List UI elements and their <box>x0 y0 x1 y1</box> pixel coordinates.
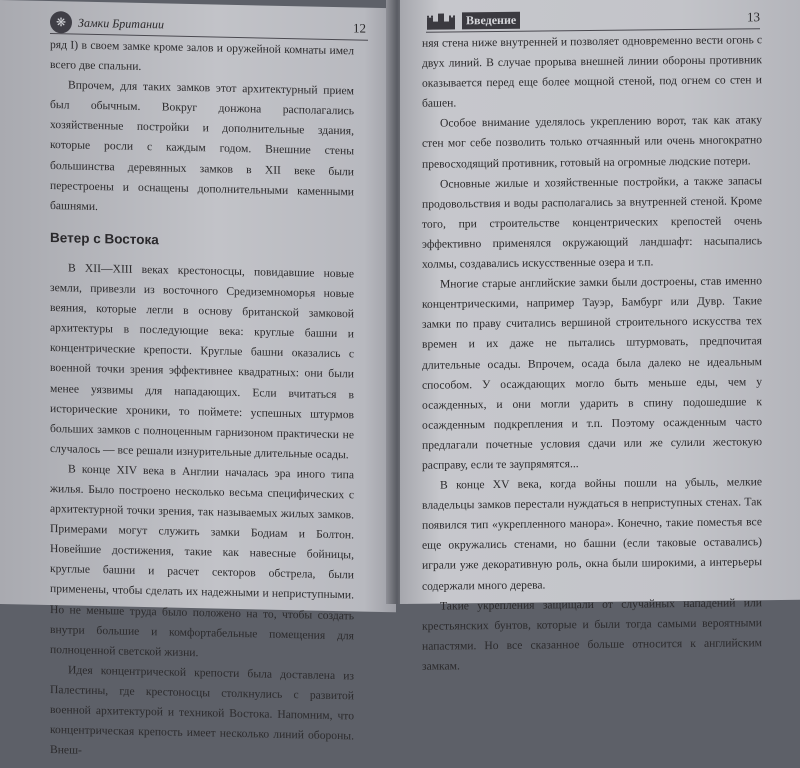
left-paragraph: В конце XIV века в Англии началась эра иного типа жилья. Было построено несколько весьма специфических с архитектурной точки зрения, так называемых жилых замков. Примерами могут служить замки Бодиам и Болтон. Новейшие достижения, такие как навесные бойницы, круглые башни и расчет секторов обстрела, были применены, чтобы сделать их надежными и неприступными. Но не меньше труда было положено на то, чтобы создать внутри большие и комфортабельные помещения для полноценной светской жизни. <box>50 462 354 659</box>
section-heading: Ветер с Востока <box>50 229 159 248</box>
right-paragraph: В конце XV века, когда войны пошли на убыль, мелкие владельцы замков перестали нуждаться в неприступных стенах. Так появился тип «укрепленного манора». Конечно, такие поместья все еще окружались стенами, но башни (если таковые оставались) играли уже декоративную роль, окна были широкими, а интерьеры содержали много дерева. <box>422 475 762 593</box>
right-paragraph: Особое внимание уделялось укреплению ворот, так как атаку стен мог себе позволить только отчаянный или очень многократно превосходящий противник, готовый на огромные людские потери. <box>422 113 762 171</box>
left-paragraph: Идея концентрической крепости была доставлена из Палестины, где крестоносцы столкнулись с развитой военной архитектурой и техникой Востока. Напомним, что концентрическая крепость имеет несколько линий обороны. Внеш- <box>50 663 354 757</box>
left-paragraph: ряд I) в своем замке кроме залов и оружейной комнаты имел всего две спальни. <box>50 38 354 74</box>
left-page-number: 12 <box>353 20 366 36</box>
right-paragraph: няя стена ниже внутренней и позволяет одновременно вести огонь с двух линий. В случае прорыва внешней линии обороны противник оказывается перед еще более мощной стеной, под огнем со стен и башен. <box>422 33 762 111</box>
right-paragraph: Многие старые английские замки были достроены, став именно концентрическими, например Тауэр, Бамбург или Дувр. Такие замки по праву считались вершиной строительного искусства тех времен и их даже не пытались штурмовать, предпочитая длительные осады. Впрочем, осада была далеко не идеальным способом. У осаждающих могло быть меньше еды, чем у осажденных, и они могли ударить в спину подошедшие к осажденным подкрепления и т.п. Поэтому осажденным часто предлагали почетные условия сдачи или же сулили жестокую расправу, если те заупрямятся... <box>422 274 762 472</box>
left-page <box>0 0 396 757</box>
right-running-title: Введение <box>462 11 520 29</box>
right-body-text <box>422 30 762 677</box>
left-running-title: Замки Британии <box>78 15 165 31</box>
left-paragraph: В XII—XIII веках крестоносцы, повидавшие новые земли, привезли из восточного Средиземноморья новые веяния, которые легли в основу британской замковой архитектуры в последующие века: круглые башни и концентрические крепости. Круглые башни оказались с военной точки зрения эффективнее квадратных: они были менее уязвимы для нападающих. Если вчитаться в исторические хроники, то поймете: успешных штурмов больших замков с полноценным гарнизоном практически не случалось — все решали изнурительные длительные осады. <box>50 261 354 462</box>
right-page <box>400 0 800 673</box>
right-page-number: 13 <box>747 9 760 25</box>
left-paragraph: Впрочем, для таких замков этот архитектурный прием был обычным. Вокруг донжона располагались хозяйственные постройки и дополнительные здания, которые росли с каждым годом. Внешние стены большинства деревянных замков в XII веке были перестроены и оснащены дополнительными каменными башнями. <box>50 78 354 213</box>
round-emblem-icon: ❋ <box>50 11 72 33</box>
left-body-text <box>50 35 354 767</box>
right-paragraph: Основные жилые и хозяйственные постройки, а также запасы продовольствия и воды располагались за внутренней стеной. Кроме того, при строительстве концентрических крепостей очень эффективно применялся окружающий ландшафт: насыпались холмы, создавались искусственные озера и т.п. <box>422 173 762 271</box>
right-paragraph: Такие укрепления защищали от случайных нападений или крестьянских бунтов, которые и были тогда самыми вероятными напастями. Но все сказанное больше относится к английским замкам. <box>422 595 762 673</box>
castle-icon <box>426 11 456 29</box>
